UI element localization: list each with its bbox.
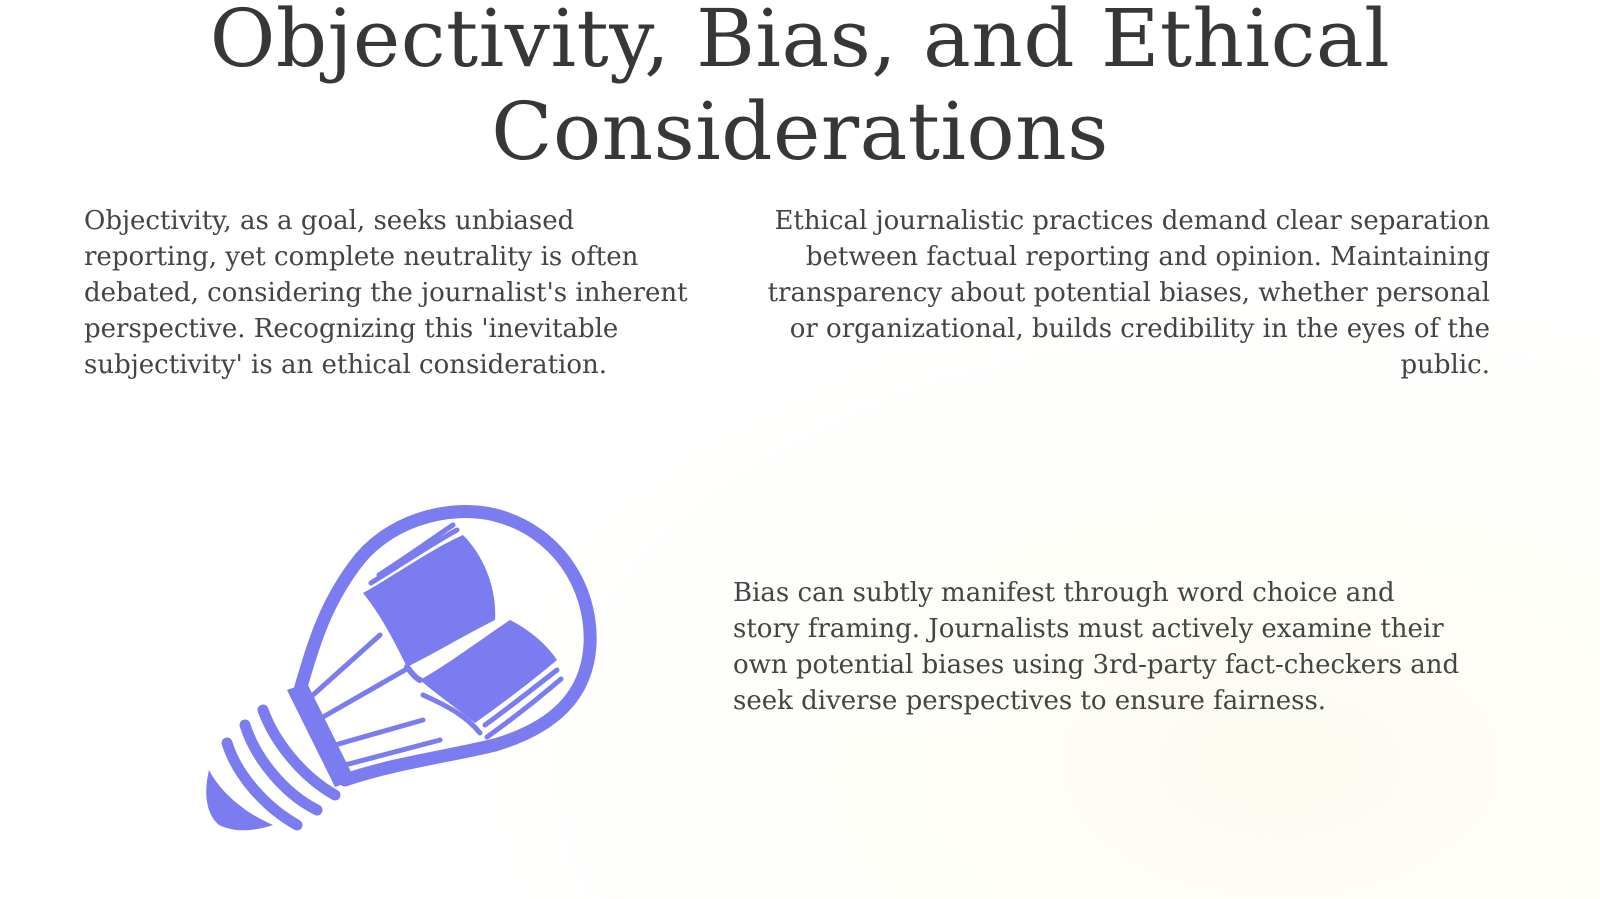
lightbulb-book-icon bbox=[195, 495, 625, 855]
objectivity-paragraph: Objectivity, as a goal, seeks unbiased reporting, yet complete neutrality is often debated, considering the journalist's inherent perspective. Recognizing this 'inevitable subjectivity' is an ethical consideration. bbox=[84, 206, 688, 380]
slide-title: Objectivity, Bias, and Ethical Considerations bbox=[209, 0, 1391, 178]
bias-paragraph: Bias can subtly manifest through word choice and story framing. Journalists must actively examine their own potential biases using 3rd-party fact-checkers and seek diverse perspectives to ensure fairness. bbox=[733, 578, 1460, 716]
book-spine bbox=[407, 667, 420, 680]
ethics-paragraph: Ethical journalistic practices demand clear separation between factual reporting and opinion. Maintaining transparency about potential biases, whether personal or organizational, builds credibility in the eyes of the public. bbox=[767, 206, 1490, 380]
